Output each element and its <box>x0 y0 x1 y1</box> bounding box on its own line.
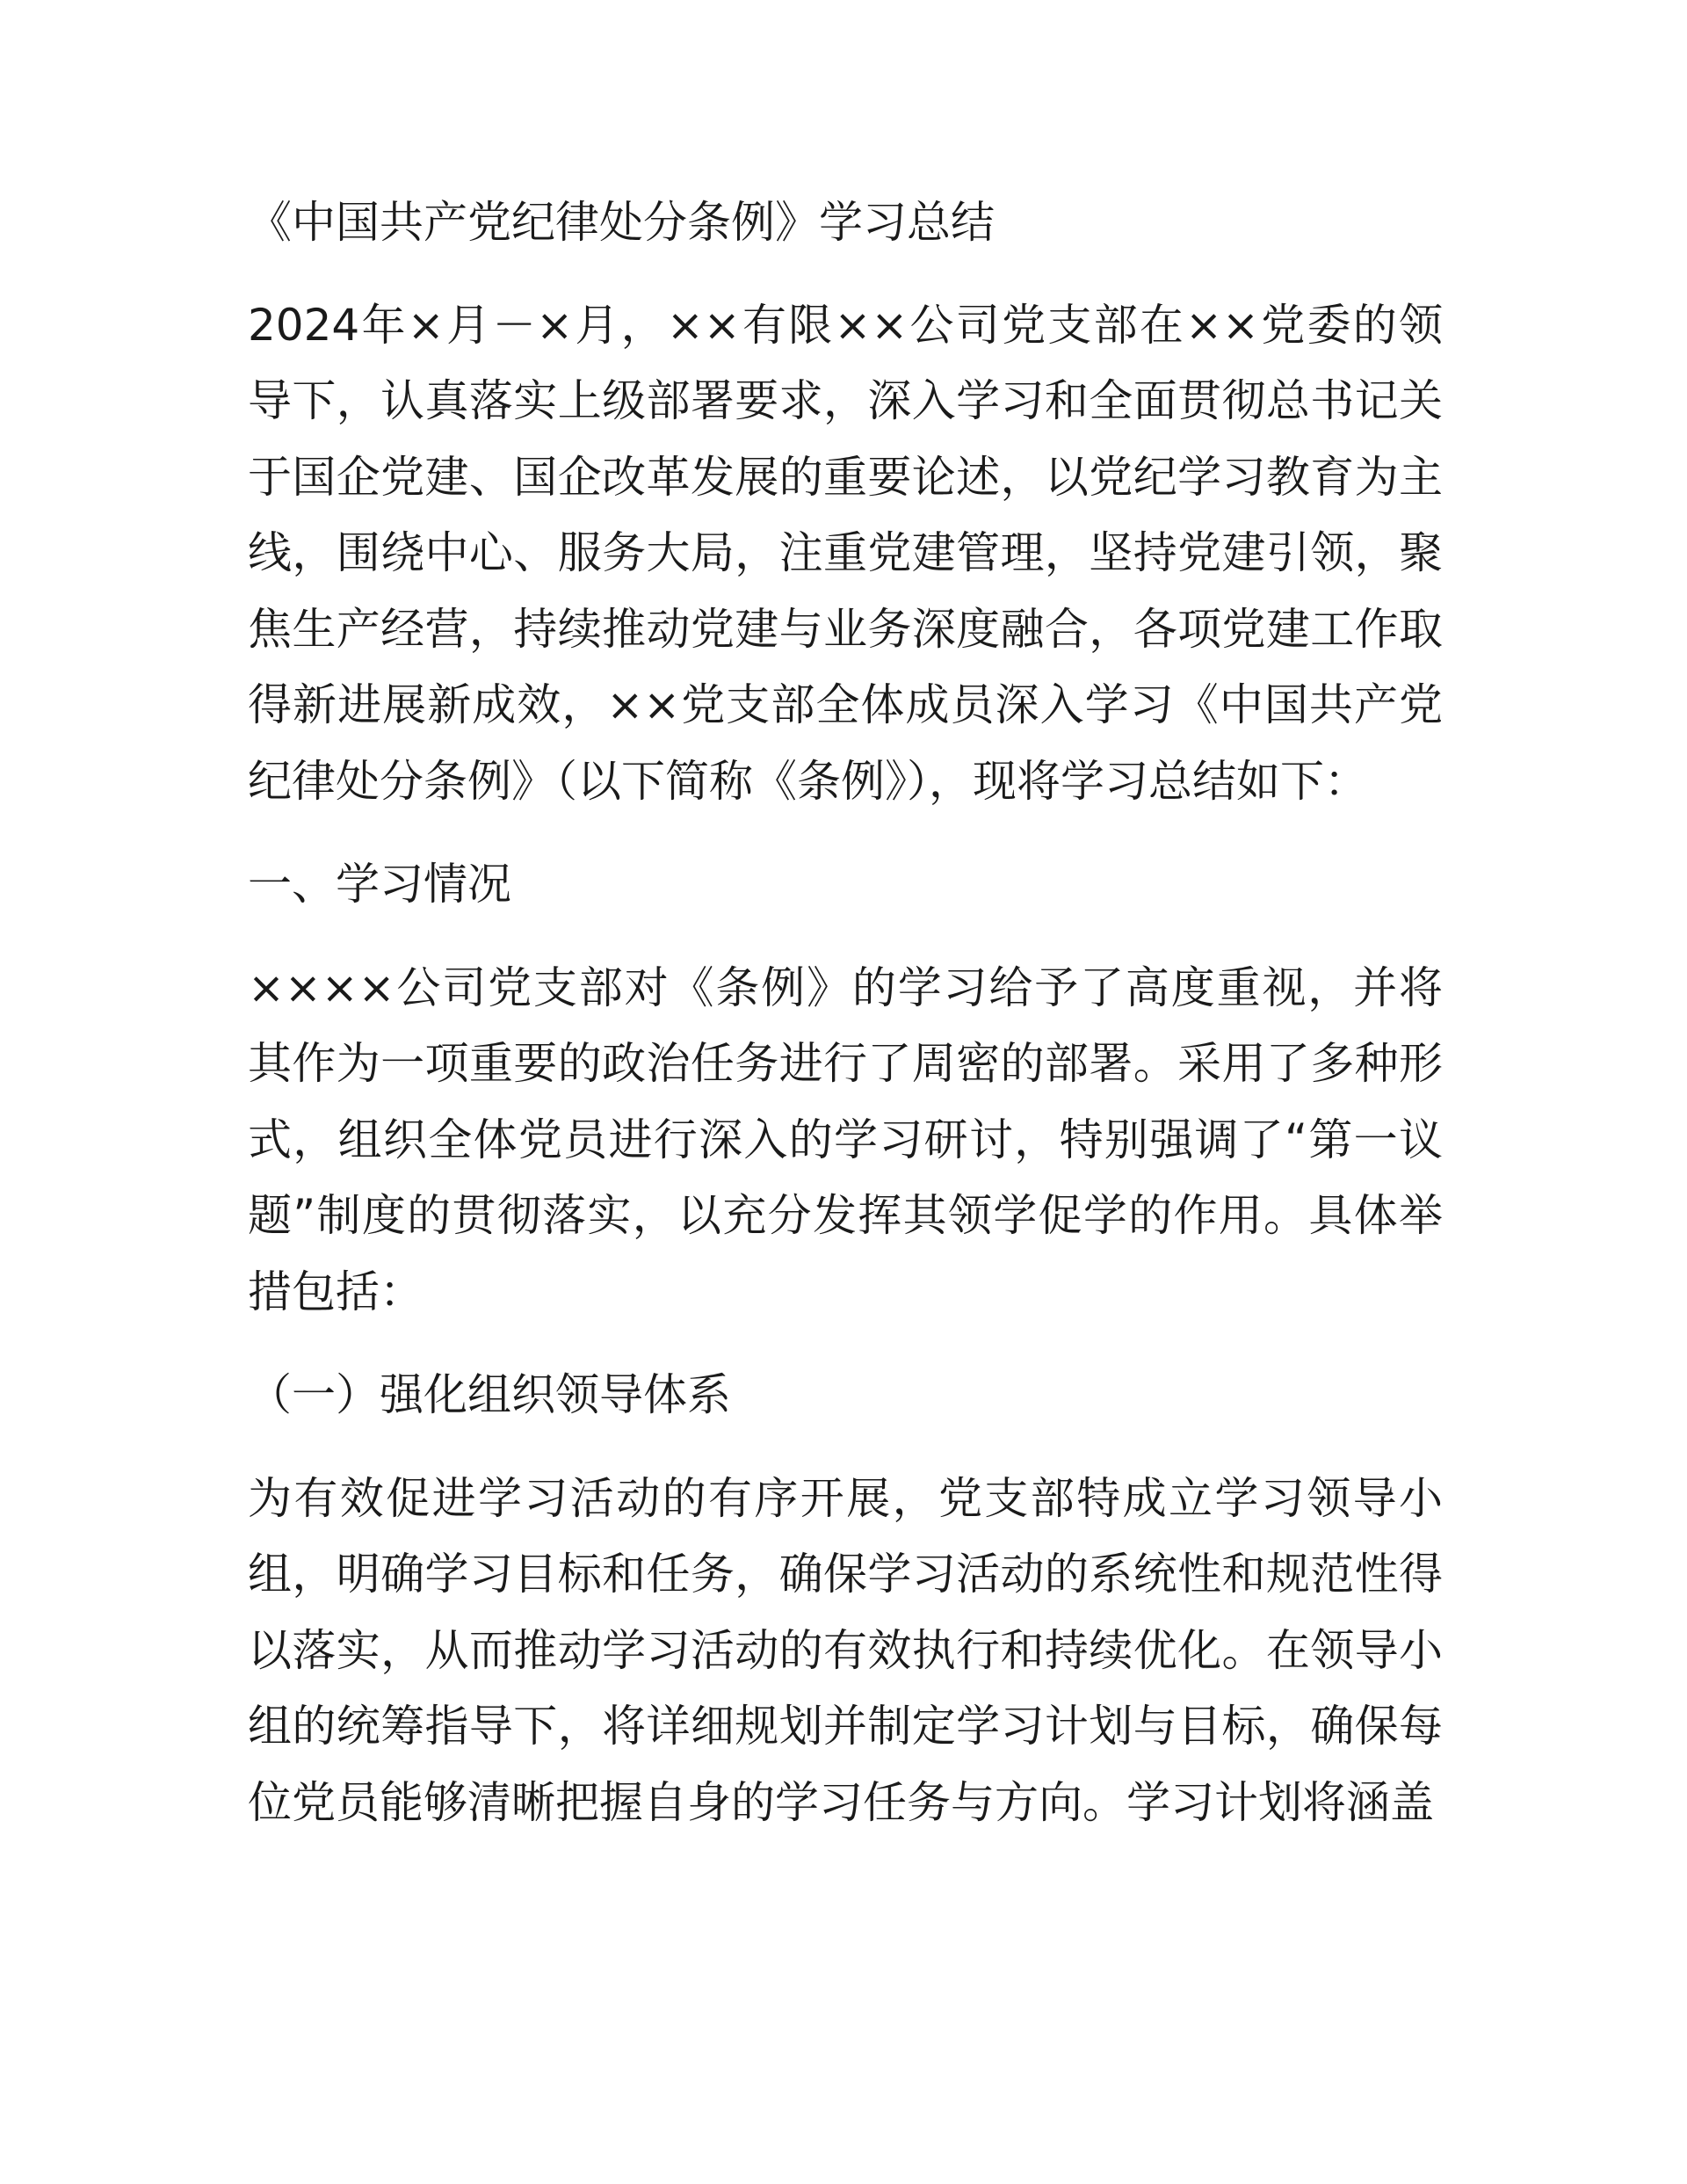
leadership-paragraph: 为有效促进学习活动的有序开展，党支部特成立学习领导小组，明确学习目标和任务，确保学习活动的系统性和规范性得以落实，从而推动学习活动的有效执行和持续优化。在领导小组的统筹指导下，将详细规划并制定学习计划与目标，确保每位党员能够清晰把握自身的学习任务与方向。学习计划将涵盖 <box>248 1472 1443 1828</box>
section-heading-study-situation: 一、学习情况 <box>248 859 511 910</box>
intro-paragraph: 2024年×月－×月，××有限××公司党支部在××党委的领导下，认真落实上级部署要求，深入学习和全面贯彻总书记关于国企党建、国企改革发展的重要论述，以党纪学习教育为主线，围绕中心、服务大局，注重党建管理，坚持党建引领，聚焦生产经营，持续推动党建与业务深度融合，各项党建工作取得新进展新成效，××党支部全体成员深入学习《中国共产党纪律处分条例》（以下简称《条例》），现将学习总结如下： <box>248 299 1443 807</box>
study-situation-paragraph: ××××公司党支部对《条例》的学习给予了高度重视，并将其作为一项重要的政治任务进行了周密的部署。采用了多种形式，组织全体党员进行深入的学习研讨，特别强调了“第一议题”制度的贯彻落实，以充分发挥其领学促学的作用。具体举措包括： <box>248 961 1443 1317</box>
subsection-heading-leadership: （一）强化组织领导体系 <box>248 1369 731 1420</box>
document-title: 《中国共产党纪律处分条例》学习总结 <box>248 197 995 248</box>
document-body <box>248 185 1443 1868</box>
